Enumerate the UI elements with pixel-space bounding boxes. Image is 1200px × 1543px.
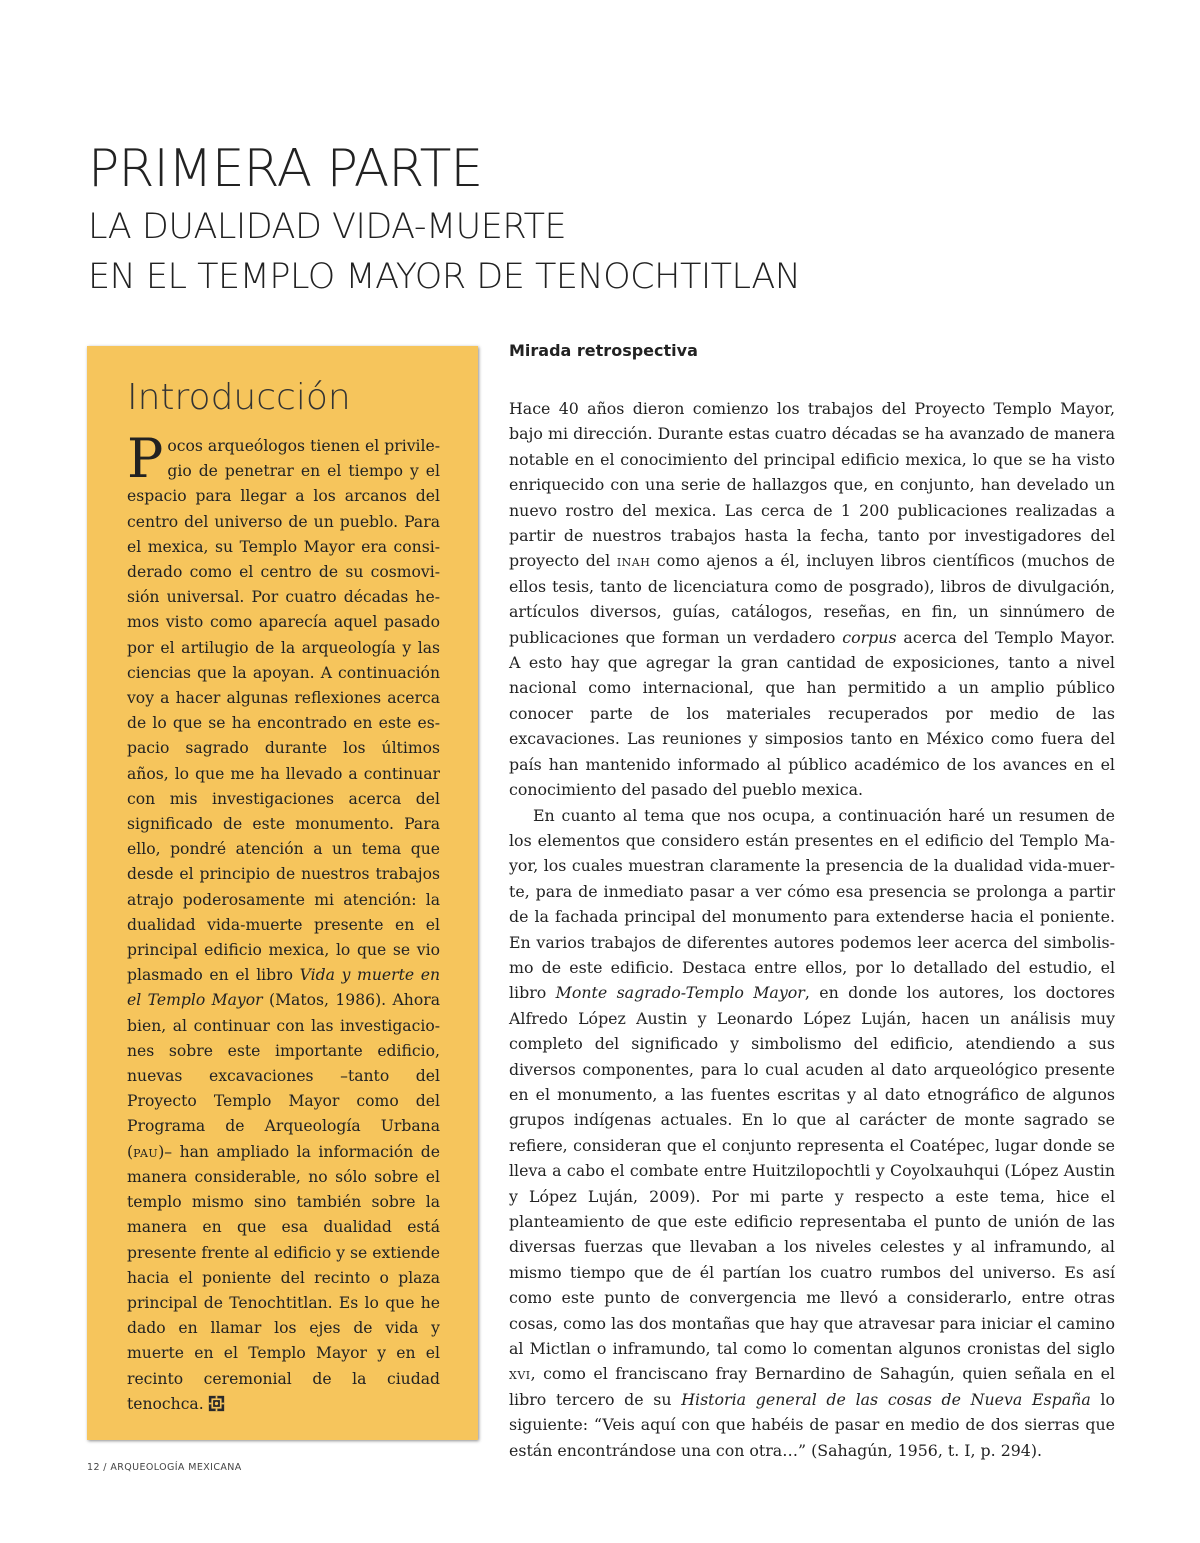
section-heading: Mirada retrospectiva [509, 341, 698, 360]
article-paragraph [509, 396, 1115, 803]
chapter-subtitle [88, 202, 1128, 302]
sidebar-title: Introducción [127, 377, 351, 418]
intro-acronym: pau [133, 1142, 159, 1161]
p1-text-3: acerca del Templo Mayor. A esto hay que agregar la gran cantidad de exposiciones, tanto a nivel nacional como internacional, que han permitido a un amplio público conocer parte de los materiales recuperados por medio de las excavaciones. Las reuniones y simposios tanto en México como fuera del país han mantenido informado al público académico de los avances en el conocimiento del pasado del pueblo mexica. [509, 627, 1115, 800]
p2-text-2: , en donde los autores, los doctores Alfredo López Austin y Leonardo López Luján, hacen un análisis muy completo del significado y simbolismo del edificio, atendiendo a sus diversos componentes, para lo cual acuden al dato arqueológico presente en el monumento, a las fuentes escritas y al dato etnográfico de algunos grupos indígenas actuales. En lo que al carácter de monte sagrado se refiere, consideran que el conjunto representa el Coatépec, lugar donde se lleva a cabo el combate entre Huitzilopochtli y Coyolxauhqui (López Austin y López Luján, 2009). Por mi parte y respecto a este tema, hice el planteamiento de que este edificio representaba el punto de unión de las diversas fuerzas que llevaban a los niveles celestes y al inframundo, al mismo tiempo que de él partían los cuatro rumbos del universo. Es así como este punto de convergencia me llevó a considerarlo, entre otras cosas, como las dos montañas que hay que atravesar para iniciar el camino al Mictlan o inframundo, tal como lo comentan algunos cronistas del siglo [509, 983, 1115, 1359]
title-block [88, 138, 1128, 302]
p2-book-title-2: Historia general de las cosas de Nueva España [681, 1389, 1091, 1409]
subtitle-line-2: EN EL TEMPLO MAYOR DE TENOCHTITLAN [88, 257, 801, 297]
aztec-glyph-icon [208, 1395, 225, 1412]
p1-italic-term: corpus [842, 627, 897, 647]
intro-text-2: (Matos, 1986). Ahora bien, al continuar con las investigaciones sobre este importante edificio, nuevas excavaciones –tanto del Proyecto Templo Mayor como del Programa de Arqueología Urbana ( [127, 991, 440, 1161]
p1-acronym: inah [616, 551, 651, 571]
p1-text-1: Hace 40 años dieron comienzo los trabajos del Proyecto Templo Mayor, bajo mi dirección. Durante estas cuatro décadas se ha avanzado de manera notable en el conocimiento del principal edificio mexica, lo que se ha visto enriquecido con una serie de hallazgos que, en conjunto, han develado un nuevo rostro del mexica. Las cerca de 1 200 publicaciones realizadas a partir de nuestros trabajos hasta la fecha, tanto por investigadores del proyecto del [509, 399, 1115, 571]
page-footer: 12 / ARQUEOLOGÍA MEXICANA [87, 1462, 242, 1473]
drop-cap: P [127, 427, 164, 490]
p2-text-1: En cuanto al tema que nos ocupa, a continuación haré un resumen de los elementos que considero están presentes en el edificio del Templo Mayor, los cuales muestran claramente la presencia de la dualidad vida-muerte, para de inmediato pasar a ver cómo esa presencia se prolonga a partir de la fachada principal del monumento para extenderse hacia el poniente. En varios trabajos de diferentes autores podemos leer acerca del simbolismo de este edificio. Destaca entre ellos, por lo detallado del estudio, el libro [509, 805, 1115, 1003]
p1-text-2: como ajenos a él, incluyen libros científicos (muchos de ellos tesis, tanto de licenciatura como de posgrado), libros de divulgación, artículos diversos, guías, catálogos, reseñas, en fin, un sinnúmero de publicaciones que forman un verdadero [509, 551, 1115, 647]
part-title: PRIMERA PARTE [88, 139, 483, 199]
p2-book-title-1: Monte sagrado-Templo Mayor [555, 983, 805, 1003]
intro-text-3: )– han ampliado la información de manera considerable, no sólo sobre el templo mismo sino también sobre la manera en que esa dualidad está presente frente al edificio y se extiende hacia el poniente del recinto o plaza principal de Tenochtitlan. Es lo que he dado en llamar los ejes de vida y muerte en el Templo Mayor y en el recinto ceremonial de la ciudad tenochca. [127, 1142, 440, 1413]
introduction-paragraph [127, 427, 440, 1417]
subtitle-line-1: LA DUALIDAD VIDA-MUERTE [88, 207, 567, 247]
article-paragraph [509, 803, 1115, 1464]
intro-book-title: Vida y muerte en el Templo Mayor [127, 966, 440, 1010]
introduction-sidebar [87, 346, 478, 1440]
p2-text-4: lo siguiente: “Veis aquí con que habéis de pasar en medio de dos sierras que están encontrándose una con otra…” (Sahagún, 1956, t. I, p. 294). [509, 1389, 1115, 1460]
p2-text-3: , como el franciscano fray Bernardino de Sahagún, quien señala en el libro tercero de su [509, 1364, 1115, 1409]
p2-century: xvi [509, 1364, 531, 1384]
main-article [509, 340, 1115, 1463]
intro-text-1: ocos arqueólogos tienen el privilegio de penetrar en el tiempo y el espacio para llegar a los arcanos del centro del universo de un pueblo. Para el mexica, su Templo Mayor era considerado como el centro de su cosmovisión universal. Por cuatro décadas hemos visto como aparecía aquel pasado por el artilugio de la arqueología y las ciencias que la apoyan. A continuación voy a hacer algunas reflexiones acerca de lo que se ha encontrado en este espacio sagrado durante los últimos años, lo que me ha llevado a continuar con mis investigaciones acerca del significado de este monumento. Para ello, pondré atención a un tema que desde el principio de nuestros trabajos atrajo poderosamente mi atención: la dualidad vida-muerte presente en el principal edificio mexica, lo que se vio plasmado en el libro [127, 437, 440, 985]
